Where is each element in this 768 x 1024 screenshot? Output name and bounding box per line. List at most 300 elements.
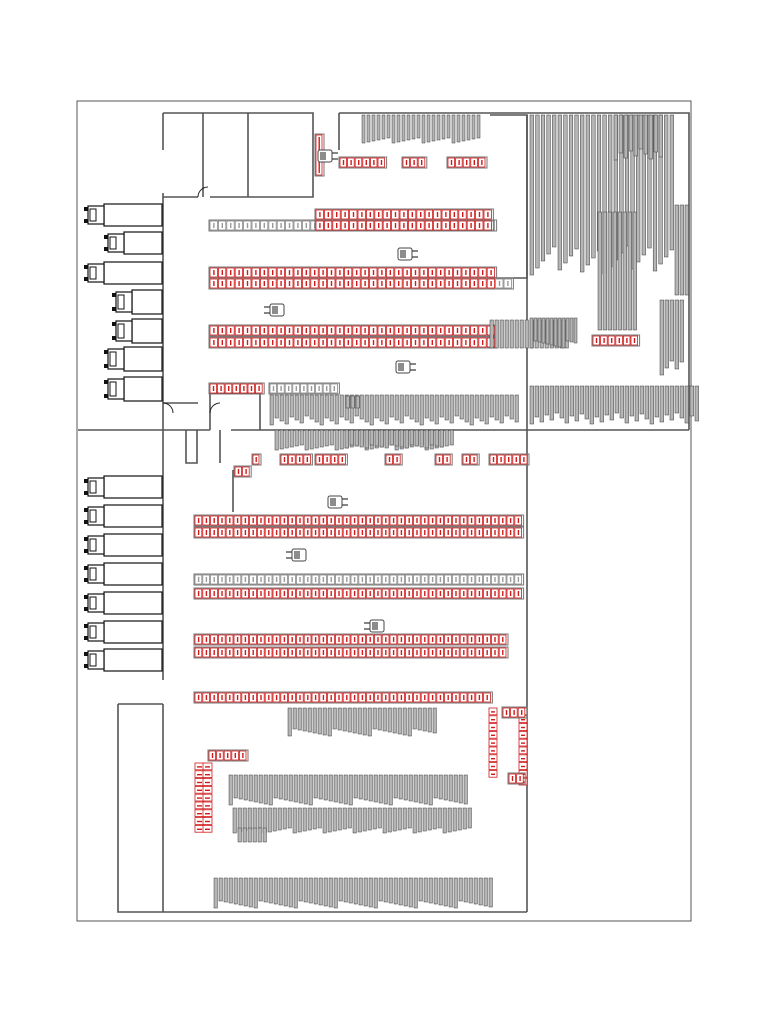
rack-bay-mark [334,457,335,462]
rack-bay-mark [353,223,354,228]
rack-bay-mark [362,518,363,523]
rack-bay-mark [307,650,308,655]
shelf-unit [405,395,408,416]
rack-bay-mark [491,719,495,720]
shelf-unit [300,430,303,445]
shelf-unit [359,775,362,799]
rack-bay-mark [502,591,503,596]
rack-bay-mark [338,530,339,535]
rack-bay-mark [457,328,458,333]
rack-bay-mark [470,212,471,217]
rack-bay-mark [393,637,394,642]
rack-bay-mark [331,340,332,345]
rack-bay-mark [377,577,378,582]
rack-bay-mark [255,281,256,286]
shelf-unit [268,808,271,832]
shelf-unit [315,395,318,422]
shelf-unit [263,828,266,842]
shelf-unit [443,808,446,833]
shelf-unit [575,386,579,421]
rack-bay-mark [299,650,300,655]
shelf-unit [540,386,544,422]
pallet-rack-row [339,157,387,168]
shelf-unit [234,775,237,798]
shelf-unit [560,386,564,418]
truck-mirror [112,307,116,311]
rack-bay-mark [245,637,246,642]
shelf-unit [538,318,541,342]
shelf-unit [404,878,407,906]
forklift-icon [264,304,284,316]
shelf-unit [329,775,332,801]
rack-bay-mark [432,591,433,596]
shelf-unit [500,320,503,348]
shelf-unit [353,808,356,833]
shelf-unit [545,386,549,415]
rack-bay-mark [314,281,315,286]
door-swing-icon [163,403,173,413]
rack-bay-mark [276,650,277,655]
shelf-unit [319,878,322,905]
shelf-unit [605,386,609,415]
shelf-unit [619,115,623,153]
shelf-unit [379,878,382,901]
shelf-unit [244,878,247,906]
rack-bay-mark [413,160,414,165]
shelf-unit [310,395,313,419]
shelf-unit [649,115,653,159]
shelf-unit [477,115,480,138]
shelving-group [530,386,699,424]
rack-bay-mark [306,270,307,275]
shelf-unit [368,708,371,736]
rack-bay-mark [306,328,307,333]
shelf-unit [595,386,599,417]
shelf-unit [385,430,388,448]
rack-bay-mark [272,270,273,275]
shelf-unit [409,775,412,801]
shelf-unit [328,708,331,736]
shelf-unit [475,395,478,418]
shelf-unit [675,300,679,369]
rack-bay-mark [331,695,332,700]
truck-mirror [84,578,88,582]
shelf-unit [407,115,410,140]
forklift-seat [294,551,300,559]
rack-bay-mark [306,223,307,228]
rack-bay-mark [523,457,524,462]
rack-bay-mark [331,281,332,286]
shelf-unit [580,115,584,272]
rack-bay-mark [455,695,456,700]
rack-bay-mark [432,270,433,275]
shelf-unit [675,386,679,413]
rack-bay-mark [396,457,397,462]
rack-bay-mark [213,270,214,275]
rack-bay-mark [518,591,519,596]
rack-bay-mark [401,577,402,582]
rack-bay-mark [276,530,277,535]
rack-bay-mark [299,591,300,596]
rack-bay-mark [510,518,511,523]
rack-bay-mark [421,160,422,165]
pallet-rack-row [385,454,402,465]
shelf-unit [323,808,326,833]
rack-bay-mark [401,530,402,535]
rack-bay-mark [416,577,417,582]
rack-bay-mark [370,637,371,642]
rack-bay-mark [445,212,446,217]
shelf-unit [234,878,237,904]
rack-bay-mark [448,328,449,333]
rack-bay-mark [197,790,202,791]
rack-bay-mark [373,160,374,165]
pallet-rack-row [269,383,339,394]
rack-bay-mark [268,650,269,655]
rack-bay-mark [346,530,347,535]
shelf-unit [484,878,487,906]
rack-bay-mark [205,813,210,814]
rack-bay-mark [390,270,391,275]
rack-bay-mark [314,340,315,345]
shelving-units [214,115,699,908]
rack-bay-mark [471,695,472,700]
rack-bay-mark [197,805,202,806]
rack-bay-mark [331,328,332,333]
shelf-unit [620,386,624,418]
rack-bay-mark [315,591,316,596]
shelf-unit [389,775,392,805]
shelf-unit [249,775,252,801]
pallet-rack-row [209,267,497,278]
rack-bay-mark [339,270,340,275]
shelf-unit [550,386,554,420]
rack-bay-mark [471,591,472,596]
shelf-unit [428,808,431,830]
rack-bay-mark [197,821,202,822]
rack-bay-mark [474,328,475,333]
truck-mirror [84,652,88,656]
shelf-unit [372,115,375,141]
shelf-unit [334,878,337,908]
rack-bay-mark [346,518,347,523]
rack-bay-mark [474,270,475,275]
shelf-unit [299,878,302,901]
rack-bay-mark [406,328,407,333]
rack-bay-mark [473,457,474,462]
rack-bay-mark [508,457,509,462]
rack-bay-mark [284,591,285,596]
rack-bay-mark [260,530,261,535]
rack-bay-mark [213,223,214,228]
shelf-unit [398,708,401,734]
rack-bay-mark [390,328,391,333]
pallet-rack-column [203,763,212,832]
rack-bay-mark [479,650,480,655]
rack-bay-mark [455,530,456,535]
shelf-unit [575,115,579,249]
shelf-unit [562,318,565,348]
shelf-unit [550,318,553,345]
rack-bay-mark [292,530,293,535]
rack-bay-mark [238,469,239,474]
rack-bay-mark [455,637,456,642]
rack-bay-mark [409,637,410,642]
shelf-unit [305,395,308,416]
rack-bay-mark [482,328,483,333]
rack-bay-mark [318,386,319,391]
rack-bay-mark [264,328,265,333]
rack-bay-mark [448,530,449,535]
shelf-unit [558,318,561,347]
rack-bay-mark [237,530,238,535]
rack-bay-mark [423,340,424,345]
truck-trailer [104,534,162,556]
shelf-unit [635,386,639,421]
rack-bay-mark [409,695,410,700]
rack-bay-mark [243,386,244,391]
rack-bay-mark [448,518,449,523]
rack-bay-mark [206,518,207,523]
rack-bay-mark [377,518,378,523]
shelf-unit [248,808,251,830]
rack-bay-mark [440,637,441,642]
rack-bay-mark [346,577,347,582]
rack-bay-mark [494,518,495,523]
shelf-unit [385,395,388,424]
rack-bay-mark [479,518,480,523]
rack-bay-mark [331,637,332,642]
shelf-unit [383,808,386,833]
shelf-unit [432,115,435,141]
rack-bay-mark [482,281,483,286]
rack-bay-mark [311,386,312,391]
shelf-unit [310,430,313,449]
rack-bay-mark [284,637,285,642]
rack-bay-mark [197,813,202,814]
truck-mirror [84,508,88,512]
rack-bay-mark [205,774,210,775]
shelf-unit [495,320,498,348]
shelf-unit [424,775,427,804]
shelf-unit [254,878,257,908]
shelf-unit [450,430,453,445]
rack-bay-mark [463,637,464,642]
rack-bay-mark [206,637,207,642]
rack-bay-mark [268,518,269,523]
rack-bay-mark [292,695,293,700]
rack-bay-mark [482,340,483,345]
rack-bay-mark [230,270,231,275]
rack-bay-mark [395,223,396,228]
truck-icon [84,505,162,527]
shelf-unit [565,386,569,423]
rack-bay-mark [260,695,261,700]
rack-bay-mark [238,270,239,275]
truck-mirror [104,350,108,354]
rack-bay-mark [490,270,491,275]
rack-bay-mark [229,530,230,535]
rack-bay-mark [465,270,466,275]
shelf-unit [489,878,492,907]
shelf-unit [415,430,418,446]
rack-bay-mark [315,637,316,642]
shelf-unit [415,395,418,422]
rack-bay-mark [521,727,525,728]
shelf-unit [536,115,540,268]
rack-bay-mark [237,518,238,523]
rack-bay-mark [424,577,425,582]
shelf-unit [279,878,282,905]
rack-bay-mark [299,530,300,535]
truck-icon [104,377,162,401]
shelf-unit [335,430,338,450]
shelf-unit [603,212,607,330]
rack-bay-mark [331,650,332,655]
rack-bay-mark [292,591,293,596]
shelf-unit [368,808,371,830]
rack-bay-mark [346,695,347,700]
shelf-unit [450,395,453,423]
shelf-unit [430,430,433,445]
rack-bay-mark [401,518,402,523]
rack-bay-mark [214,695,215,700]
shelf-unit [625,386,629,423]
rack-bay-mark [297,270,298,275]
rack-bay-mark [328,212,329,217]
shelf-unit [695,386,699,421]
shelf-unit [404,775,407,800]
rack-bay-mark [284,457,285,462]
rack-bay-mark [323,695,324,700]
shelving-group [288,708,436,736]
rack-bay-mark [462,212,463,217]
shelf-unit [283,808,286,829]
rack-bay-mark [268,637,269,642]
shelf-unit [270,395,273,425]
shelf-unit [309,775,312,805]
shelf-unit [293,708,296,729]
rack-bay-mark [491,774,495,775]
rack-bay-mark [307,518,308,523]
shelf-unit [375,430,378,446]
shelf-unit [239,775,242,799]
rack-bay-mark [272,223,273,228]
rack-bay-mark [373,340,374,345]
shelf-unit [400,395,403,423]
shelf-unit [680,386,684,418]
rack-bay-mark [319,223,320,228]
rack-bay-mark [260,577,261,582]
truck-mirror [84,207,88,211]
rack-bay-mark [214,591,215,596]
shelf-unit [330,430,333,445]
rack-bay-mark [338,637,339,642]
pallet-rack-row [315,454,347,465]
shelf-unit [408,708,411,736]
rack-bay-mark [393,530,394,535]
rack-bay-mark [198,577,199,582]
shelf-unit [420,395,423,425]
rack-bay-mark [315,650,316,655]
truck-mirror [112,322,116,326]
shelf-unit [472,115,475,139]
shelf-unit [233,808,236,833]
shelf-unit [313,808,316,829]
shelf-unit [243,828,246,842]
rack-bay-mark [334,386,335,391]
shelf-unit [273,808,276,831]
shelf-unit [399,878,402,905]
shelf-unit [249,878,252,907]
shelf-unit [370,395,373,425]
shelf-unit [428,708,431,732]
rack-bay-mark [494,637,495,642]
shelf-unit [364,775,367,800]
rack-bay-mark [440,530,441,535]
rack-bay-mark [362,650,363,655]
shelf-unit [542,318,545,343]
shelf-unit [219,878,222,901]
rack-bay-mark [276,637,277,642]
rack-bay-mark [297,223,298,228]
rack-bay-mark [245,469,246,474]
rack-bay-mark [346,650,347,655]
shelf-unit [388,808,391,832]
rack-bay-mark [401,591,402,596]
rack-bay-mark [455,577,456,582]
rack-bay-mark [264,270,265,275]
rack-bay-mark [198,650,199,655]
truck-icon [84,649,162,671]
rack-bay-mark [214,577,215,582]
rack-bay-mark [197,766,202,767]
rack-bay-mark [291,457,292,462]
rack-bay-mark [342,457,343,462]
pallet-rack-row [234,466,251,477]
shelf-unit [425,395,428,418]
rack-bay-mark [377,530,378,535]
shelf-unit [435,430,438,446]
shelf-unit [308,808,311,830]
pallet-rack-column [489,708,497,777]
rack-bay-mark [253,518,254,523]
rack-bay-mark [222,340,223,345]
rack-bay-mark [346,591,347,596]
rack-bay-mark [237,695,238,700]
shelf-unit [369,878,372,907]
rack-bay-mark [479,637,480,642]
pallet-rack-row [194,527,524,538]
rack-bay-mark [381,281,382,286]
rack-bay-mark [521,766,525,767]
rack-bay-mark [448,577,449,582]
shelf-unit [314,775,317,798]
truck-trailer [104,204,162,226]
rack-bay-mark [463,650,464,655]
rack-bay-mark [519,776,520,781]
shelf-unit [298,808,301,832]
rack-bay-mark [424,695,425,700]
shelf-unit [435,395,438,424]
rack-bay-mark [373,281,374,286]
shelf-unit [253,808,256,829]
rack-bay-mark [264,281,265,286]
shelf-unit [351,396,354,408]
shelf-unit [258,828,261,842]
truck-trailer [124,232,162,254]
rack-bay-mark [440,577,441,582]
